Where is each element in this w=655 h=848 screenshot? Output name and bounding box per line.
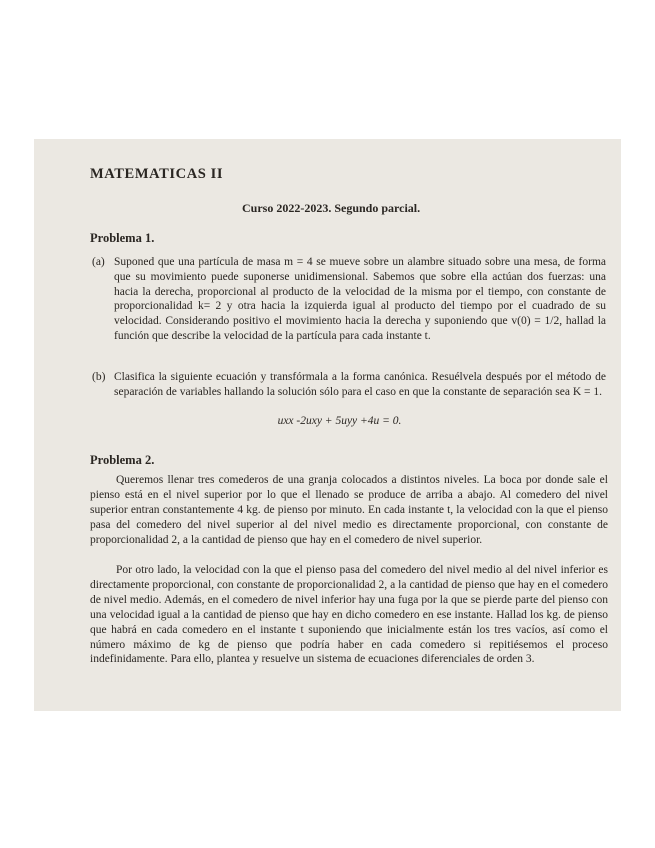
part-a-text: Suponed que una partícula de masa m = 4 se mueve sobre un alambre situado sobre una mesa, de forma que su movimiento puede suponerse unidimensional. Sabemos que sobre ella actúan dos fuerzas: una hacia la derecha, proporcional al producto de la velocidad de la misma por el tiempo, con constante de proporcionalidad k= 2 y otra hacia la izquierda igual al producto del tiempo por el cuadrado de su velocidad. Considerando positivo el movimiento hacia la derecha y suponiendo que v(0) = 1/2, hallad la función que describe la velocidad de la partícula para cada instante t. xyxy=(114,256,606,342)
problem-2-paragraph-2: Por otro lado, la velocidad con la que el pienso pasa del comedero del nivel medio al del nivel inferior es directamente proporcional, con constante de proporcionalidad 2, a la cantidad de pienso que hay en el comedero de nivel medio. Además, en el comedero de nivel inferior hay una fuga por la que se pierde parte del pienso con una velocidad igual a la cantidad de pienso que hay en dicho comedero en ese instante. Hallad los kg. de pienso que habrá en cada comedero en el instante t suponiendo que inicialmente están los tres vacíos, así como el número máximo de kg de pienso que podría haber en cada comedero si repitiésemos el proceso indefinidamente. Para ello, plantea y resuelve un sistema de ecuaciones diferenciales de orden 3. xyxy=(90,564,608,666)
pde-equation: uxx -2uxy + 5uyy +4u = 0. xyxy=(277,415,402,427)
problem-1-heading: Problema 1. xyxy=(90,231,155,245)
problem-2-heading: Problema 2. xyxy=(90,453,155,467)
part-b-text: Clasifica la siguiente ecuación y transfórmala a la forma canónica. Resuélvela después por el método de separación de variables hallando la solución sólo para el caso en que la constante de separación sea K = 1. xyxy=(114,371,606,398)
course-title: MATEMATICAS II xyxy=(90,166,224,182)
exam-subtitle: Curso 2022-2023. Segundo parcial. xyxy=(242,201,421,215)
part-a-marker: (a) xyxy=(92,256,105,268)
part-b-marker: (b) xyxy=(92,371,106,383)
problem-2-paragraph-1: Queremos llenar tres comederos de una granja colocados a distintos niveles. La boca por donde sale el pienso está en el nivel superior por lo que el llenado se produce de arriba a abajo. Al comedero del nivel superior entran constantemente 4 kg. de pienso por minuto. En cada instante t, la velocidad con la que el pienso pasa del comedero del nivel superior al del nivel medio es directamente proporcional, con constante de proporcionalidad 2, a la cantidad de pienso que hay en el comedero de nivel superior. xyxy=(90,474,608,546)
